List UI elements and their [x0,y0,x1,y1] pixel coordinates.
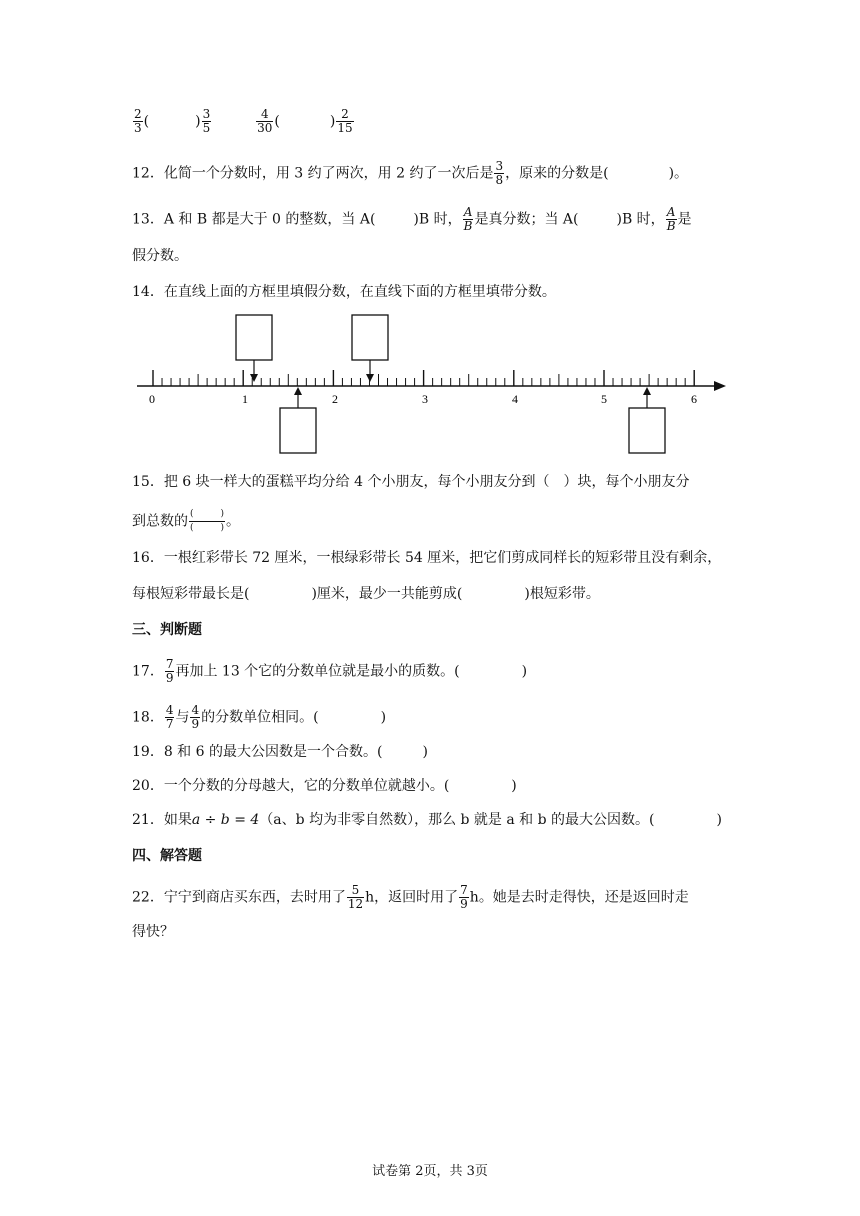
question-number: 18． [132,709,164,726]
paren-close: ) [521,663,528,680]
question-text: 在直线上面的方框里填假分数，在直线下面的方框里填带分数。 [163,284,556,300]
question-text: ，原来的分数是( [505,165,609,182]
tick-label: 0 [149,392,155,406]
upper-answer-box-1[interactable] [236,315,272,360]
question-22-line2: 得快？ [132,924,174,940]
tick-label: 4 [512,392,518,406]
formula: a ÷ b = 4 [191,812,260,828]
paren-close: ) [716,812,722,828]
tick-label: 5 [601,392,607,406]
question-text: 到总数的 [132,513,188,530]
question-text: )B 时， [616,211,665,228]
question-text: )根短彩带。 [524,586,600,602]
question-15 [132,472,689,492]
arrow-head-down [366,374,374,382]
question-text: )厘米，最少一共能剪成( [311,586,463,602]
tick-label: 2 [332,392,338,406]
question-text: ，返回时用了 [374,889,459,906]
arrow-head-down [250,374,258,382]
question-text: 。她是去时走得快，还是返回时走 [478,889,689,906]
fraction: $\frac{4}{9}$ [191,703,200,731]
paren-open: ( [143,113,150,130]
question-18 [132,704,386,731]
question-16-line2 [132,584,600,604]
question-text: 每根短彩带最长是( [132,586,250,602]
fraction-answer-blank[interactable]: $\frac{( )}{( )}$ [190,509,225,533]
number-line-figure [0,300,860,460]
question-number: 17． [132,663,164,680]
question-number: 19． [132,744,164,760]
question-22 [132,884,689,911]
fraction: $\frac{5}{12}$ [347,883,364,911]
lower-answer-box-2[interactable] [629,408,665,453]
question-text: A 和 B 都是大于 0 的整数，当 A( [163,211,376,228]
upper-answer-box-2[interactable] [352,315,388,360]
paren-close: ) [511,778,517,794]
question-text: 是真分数；当 A( [474,211,579,228]
unit: h [469,889,479,906]
question-text: 如果 [163,812,192,828]
question-number: 16． [132,550,164,566]
question-number: 21． [132,812,164,828]
tick-label: 1 [242,392,248,406]
question-text: ）块，每个小朋友分 [563,474,690,490]
page-footer: 试卷第 2页，共 3页 [372,1164,488,1179]
paren-close: ) [195,113,201,130]
tick-label: 6 [691,392,697,406]
fraction: $\frac{3}{8}$ [495,159,504,187]
fraction: $\frac{2}{15}$ [337,107,353,135]
question-12 [132,160,688,187]
question-text: 一根红彩带长 72 厘米，一根绿彩带长 54 厘米，把它们剪成同样长的短彩带且没有剩余， [163,550,722,566]
paren-open: ( [274,113,280,130]
tick-label: 3 [422,392,428,406]
question-text: 是 [677,211,692,228]
unit: h [365,889,375,906]
question-number: 22． [132,889,164,906]
paren-close: ) [329,113,336,130]
fraction: $\frac{7}{9}$ [165,657,174,685]
question-number: 14． [132,284,164,300]
fraction: $\frac{4}{30}$ [257,107,273,135]
question-text: 8 和 6 的最大公因数是一个合数。( [163,744,383,760]
question-16 [132,548,721,568]
question-text: 与 [175,709,190,726]
question-14 [132,282,556,302]
question-13-line2: 假分数。 [132,248,188,264]
fraction: $\frac{4}{7}$ [165,703,174,731]
fraction: $\frac{3}{5}$ [202,107,211,135]
question-number: 13． [132,211,164,228]
arrow-head-up [643,387,651,395]
fraction: $\frac{A}{B}$ [463,205,473,233]
axis-tick-labels [149,392,697,406]
question-number: 12． [132,165,164,182]
fraction: $\frac{2}{3}$ [134,107,142,135]
section-heading: 三、判断题 [132,622,202,638]
question-number: 20． [132,778,164,794]
axis-arrow-icon [714,381,726,391]
q11-comparison-row [132,108,355,135]
question-text: 化简一个分数时，用 3 约了两次，用 2 约了一次后是 [163,165,494,182]
fraction: $\frac{A}{B}$ [666,205,676,233]
lower-answer-box-1[interactable] [280,408,316,453]
arrow-head-up [294,387,302,395]
question-text: 再加上 13 个它的分数单位就是最小的质数。( [175,663,460,680]
section-heading: 四、解答题 [132,848,202,864]
question-text: 把 6 块一样大的蛋糕平均分给 4 个小朋友，每个小朋友分到（ [163,474,550,490]
question-20 [132,776,517,796]
question-text: 一个分数的分母越大，它的分数单位就越小。( [163,778,450,794]
question-text: 的分数单位相同。( [201,709,319,726]
question-number: 15． [132,474,164,490]
question-text: )。 [668,165,689,182]
question-text: （a、b 均为非零自然数），那么 b 就是 a 和 b 的最大公因数。( [259,812,655,828]
question-text: )B 时， [413,211,462,228]
question-17 [132,658,527,685]
paren-close: ) [422,744,428,760]
question-21 [132,810,722,830]
fraction: $\frac{7}{9}$ [460,883,468,911]
question-13 [132,206,692,233]
question-text: 宁宁到商店买东西，去时用了 [163,889,346,906]
paren-close: ) [380,709,387,726]
question-text: 。 [226,513,241,530]
question-15-line2 [132,508,240,535]
question-19 [132,742,428,762]
axis-ticks [153,370,694,386]
